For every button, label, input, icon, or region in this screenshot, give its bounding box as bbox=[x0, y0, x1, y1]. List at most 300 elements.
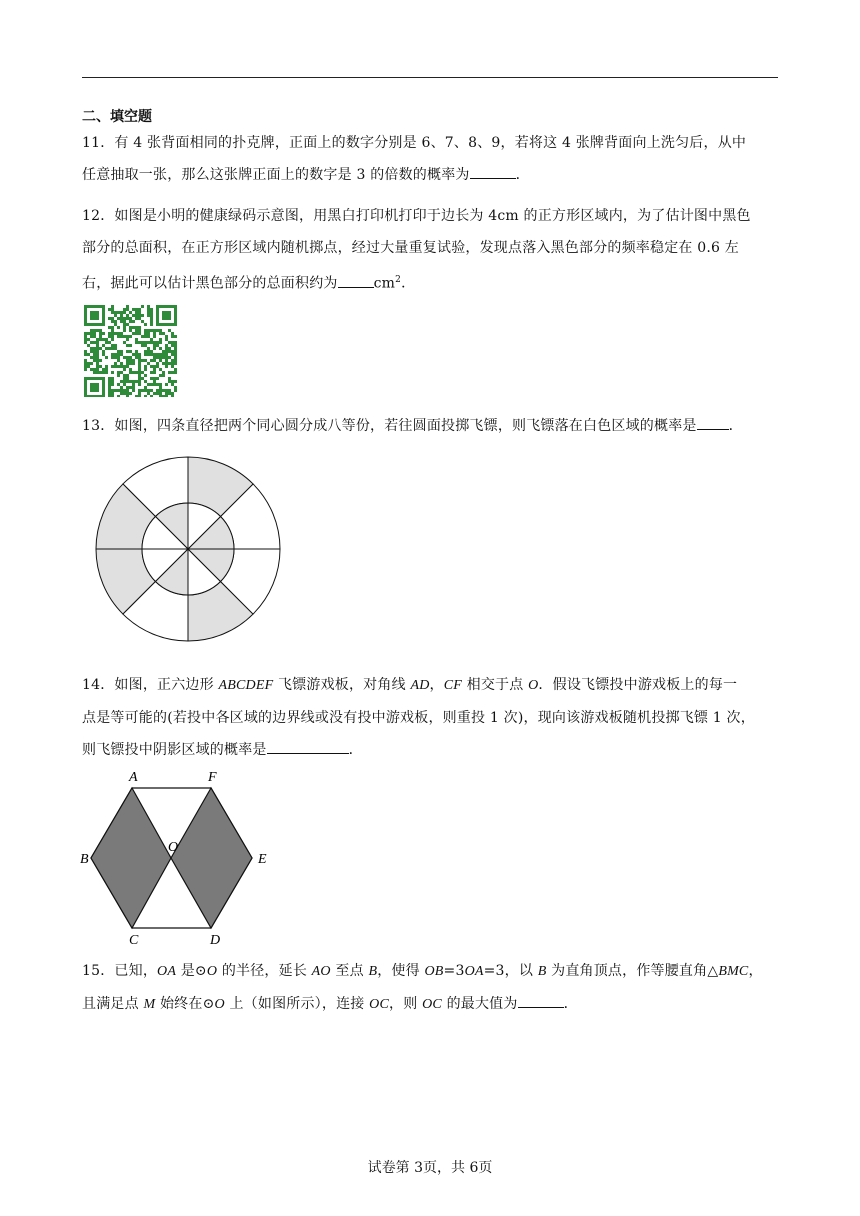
qr-module bbox=[105, 341, 108, 344]
qr-module bbox=[153, 344, 156, 347]
qr-module bbox=[120, 314, 123, 317]
q15-v: OC bbox=[422, 997, 442, 1012]
qr-module bbox=[135, 332, 138, 335]
qr-module bbox=[150, 323, 153, 326]
qr-module bbox=[120, 320, 123, 323]
qr-module bbox=[141, 389, 144, 392]
qr-module bbox=[138, 311, 141, 314]
qr-module bbox=[144, 341, 147, 344]
qr-module bbox=[156, 377, 159, 380]
qr-module bbox=[90, 341, 93, 344]
qr-module bbox=[171, 341, 174, 344]
qr-module bbox=[162, 389, 165, 392]
qr-module bbox=[141, 377, 144, 380]
qr-module bbox=[153, 377, 156, 380]
q12-text: 右，据此可以估计黑色部分的总面积约为 bbox=[82, 275, 338, 292]
qr-module bbox=[150, 329, 153, 332]
qr-module bbox=[126, 389, 129, 392]
qr-module bbox=[144, 329, 147, 332]
qr-module bbox=[93, 332, 96, 335]
q15-t: 始终在⊙ bbox=[155, 996, 215, 1012]
qr-module bbox=[159, 341, 162, 344]
qr-module bbox=[150, 359, 153, 362]
answer-blank bbox=[470, 164, 516, 179]
qr-module bbox=[87, 353, 90, 356]
q14-hexagon-name: ABCDEF bbox=[218, 678, 274, 693]
qr-module bbox=[171, 332, 174, 335]
qr-module bbox=[117, 371, 120, 374]
qr-module bbox=[144, 386, 147, 389]
qr-module bbox=[171, 371, 174, 374]
qr-module bbox=[153, 380, 156, 383]
qr-module bbox=[138, 359, 141, 362]
qr-module bbox=[138, 377, 141, 380]
qr-module bbox=[123, 326, 126, 329]
qr-module bbox=[126, 386, 129, 389]
qr-module bbox=[174, 371, 177, 374]
qr-module bbox=[147, 311, 150, 314]
qr-module bbox=[147, 308, 150, 311]
q15-v: OB bbox=[424, 964, 444, 979]
qr-module bbox=[96, 350, 99, 353]
qr-module bbox=[126, 362, 129, 365]
qr-module bbox=[126, 365, 129, 368]
qr-module bbox=[165, 365, 168, 368]
qr-module bbox=[144, 365, 147, 368]
qr-module bbox=[159, 329, 162, 332]
qr-module bbox=[111, 353, 114, 356]
qr-module bbox=[108, 308, 111, 311]
qr-module bbox=[168, 362, 171, 365]
qr-module bbox=[150, 341, 153, 344]
qr-module bbox=[84, 338, 87, 341]
qr-module bbox=[114, 362, 117, 365]
q15-v: M bbox=[143, 997, 156, 1012]
qr-module bbox=[93, 347, 96, 350]
qr-module bbox=[135, 308, 138, 311]
qr-module bbox=[150, 389, 153, 392]
qr-module bbox=[138, 353, 141, 356]
qr-module bbox=[168, 350, 171, 353]
qr-module bbox=[108, 392, 111, 395]
qr-module bbox=[141, 320, 144, 323]
qr-module bbox=[165, 359, 168, 362]
qr-module bbox=[123, 383, 126, 386]
label-O: O bbox=[168, 840, 179, 855]
health-code-qr-image bbox=[83, 305, 178, 397]
qr-module bbox=[162, 362, 165, 365]
qr-module bbox=[174, 347, 177, 350]
qr-module bbox=[84, 362, 87, 365]
qr-module bbox=[156, 344, 159, 347]
qr-module bbox=[150, 371, 153, 374]
qr-module bbox=[114, 311, 117, 314]
qr-module bbox=[90, 311, 99, 320]
qr-module bbox=[153, 332, 156, 335]
section-heading: 二、填空题 bbox=[82, 109, 152, 125]
q15-line2 bbox=[82, 988, 782, 1021]
qr-module bbox=[117, 353, 120, 356]
qr-module bbox=[162, 311, 171, 320]
qr-module bbox=[105, 365, 108, 368]
q15-v: BMC bbox=[718, 964, 749, 979]
q12-unit: cm bbox=[373, 275, 396, 292]
qr-module bbox=[156, 353, 159, 356]
qr-module bbox=[132, 362, 135, 365]
qr-module bbox=[168, 380, 171, 383]
qr-module bbox=[129, 371, 132, 374]
qr-module bbox=[123, 392, 126, 395]
q11-text: 任意抽取一张，那么这张牌正面上的数字是 3 的倍数的概率为 bbox=[82, 167, 470, 183]
qr-module bbox=[96, 356, 99, 359]
qr-module bbox=[138, 314, 141, 317]
qr-module bbox=[138, 341, 141, 344]
qr-module bbox=[120, 332, 123, 335]
qr-module bbox=[159, 359, 162, 362]
qr-module bbox=[138, 380, 141, 383]
qr-module bbox=[135, 326, 138, 329]
qr-module bbox=[153, 359, 156, 362]
qr-module bbox=[111, 326, 114, 329]
qr-module bbox=[153, 341, 156, 344]
q15-t: ， bbox=[748, 963, 763, 979]
qr-module bbox=[111, 392, 114, 395]
qr-module bbox=[153, 329, 156, 332]
qr-module bbox=[114, 347, 117, 350]
qr-module bbox=[174, 368, 177, 371]
qr-module bbox=[93, 359, 96, 362]
qr-module bbox=[132, 389, 135, 392]
qr-module bbox=[147, 350, 150, 353]
qr-module bbox=[102, 350, 105, 353]
qr-module bbox=[96, 341, 99, 344]
qr-module bbox=[123, 356, 126, 359]
question-14 bbox=[82, 669, 782, 766]
qr-module bbox=[93, 341, 96, 344]
qr-module bbox=[150, 383, 153, 386]
qr-module bbox=[123, 317, 126, 320]
q15-v: O bbox=[206, 964, 218, 979]
qr-module bbox=[150, 353, 153, 356]
qr-module bbox=[96, 344, 99, 347]
q15-t: 是⊙ bbox=[176, 963, 207, 979]
qr-module bbox=[129, 326, 132, 329]
qr-module bbox=[174, 389, 177, 392]
qr-module bbox=[84, 353, 87, 356]
qr-module bbox=[123, 377, 126, 380]
qr-module bbox=[111, 308, 114, 311]
qr-module bbox=[171, 362, 174, 365]
qr-module bbox=[105, 338, 108, 341]
qr-module bbox=[90, 332, 93, 335]
qr-module bbox=[147, 332, 150, 335]
q15-t: ，使得 bbox=[377, 963, 425, 979]
qr-module bbox=[159, 389, 162, 392]
qr-module bbox=[150, 395, 153, 397]
qr-module bbox=[159, 392, 162, 395]
qr-module bbox=[141, 305, 144, 308]
q14-o: O bbox=[528, 678, 539, 693]
qr-module bbox=[129, 344, 132, 347]
qr-module bbox=[90, 356, 93, 359]
qr-module bbox=[129, 380, 132, 383]
qr-module bbox=[93, 335, 96, 338]
q15-t: ，则 bbox=[389, 996, 423, 1012]
qr-module bbox=[114, 332, 117, 335]
qr-module bbox=[150, 350, 153, 353]
qr-module bbox=[126, 356, 129, 359]
answer-blank bbox=[697, 415, 729, 430]
qr-module bbox=[147, 314, 150, 317]
qr-module bbox=[159, 368, 162, 371]
q12-line3 bbox=[82, 264, 782, 300]
qr-module bbox=[99, 335, 102, 338]
qr-module bbox=[138, 365, 141, 368]
q15-v: OC bbox=[369, 997, 389, 1012]
concentric-circle-figure bbox=[95, 456, 281, 642]
qr-module bbox=[165, 338, 168, 341]
qr-module bbox=[105, 347, 108, 350]
qr-module bbox=[102, 344, 105, 347]
qr-module bbox=[108, 341, 111, 344]
qr-module bbox=[144, 395, 147, 397]
qr-module bbox=[123, 389, 126, 392]
qr-module bbox=[150, 365, 153, 368]
qr-module bbox=[165, 356, 168, 359]
qr-module bbox=[90, 362, 93, 365]
qr-module bbox=[171, 353, 174, 356]
qr-module bbox=[120, 386, 123, 389]
question-15 bbox=[82, 955, 782, 1021]
answer-blank bbox=[338, 273, 374, 288]
qr-module bbox=[129, 386, 132, 389]
qr-module bbox=[126, 374, 129, 377]
qr-module bbox=[84, 350, 87, 353]
qr-module bbox=[144, 350, 147, 353]
qr-module bbox=[138, 308, 141, 311]
qr-module bbox=[96, 365, 99, 368]
label-F: F bbox=[208, 770, 217, 785]
qr-module bbox=[120, 335, 123, 338]
qr-module bbox=[138, 395, 141, 397]
qr-module bbox=[144, 389, 147, 392]
qr-module bbox=[138, 356, 141, 359]
q15-t: 15．已知， bbox=[82, 963, 158, 979]
q15-v: B bbox=[368, 964, 378, 979]
qr-module bbox=[150, 308, 153, 311]
qr-module bbox=[159, 374, 162, 377]
qr-module bbox=[138, 392, 141, 395]
qr-module bbox=[165, 389, 168, 392]
qr-module bbox=[123, 323, 126, 326]
qr-module bbox=[132, 320, 135, 323]
qr-module bbox=[87, 344, 90, 347]
qr-module bbox=[165, 335, 168, 338]
qr-module bbox=[108, 383, 111, 386]
qr-module bbox=[141, 359, 144, 362]
qr-module bbox=[129, 335, 132, 338]
qr-module bbox=[129, 359, 132, 362]
qr-module bbox=[150, 314, 153, 317]
qr-module bbox=[153, 353, 156, 356]
answer-blank bbox=[267, 739, 349, 754]
qr-module bbox=[96, 329, 99, 332]
qr-module bbox=[96, 368, 99, 371]
qr-module bbox=[120, 353, 123, 356]
qr-module bbox=[165, 347, 168, 350]
qr-module bbox=[126, 308, 129, 311]
qr-module bbox=[126, 359, 129, 362]
qr-module bbox=[168, 347, 171, 350]
qr-module bbox=[105, 371, 108, 374]
label-C: C bbox=[129, 933, 139, 948]
label-A: A bbox=[129, 770, 138, 785]
qr-module bbox=[108, 317, 111, 320]
qr-module bbox=[99, 338, 102, 341]
q14-end: ． bbox=[348, 742, 363, 758]
qr-module bbox=[90, 329, 93, 332]
qr-module bbox=[162, 395, 165, 397]
q12-unit-sup: 2 bbox=[395, 275, 402, 285]
qr-module bbox=[114, 353, 117, 356]
qr-module bbox=[174, 356, 177, 359]
qr-module bbox=[126, 392, 129, 395]
qr-module bbox=[162, 350, 165, 353]
qr-module bbox=[129, 362, 132, 365]
qr-module bbox=[117, 383, 120, 386]
qr-module bbox=[156, 362, 159, 365]
qr-module bbox=[153, 347, 156, 350]
qr-module bbox=[135, 341, 138, 344]
q14-t1: 14．如图，正六边形 bbox=[82, 677, 219, 693]
qr-module bbox=[129, 329, 132, 332]
qr-module bbox=[168, 329, 171, 332]
qr-module bbox=[129, 350, 132, 353]
q14-line3 bbox=[82, 734, 782, 766]
qr-module bbox=[105, 368, 108, 371]
qr-module bbox=[174, 344, 177, 347]
qr-module bbox=[96, 353, 99, 356]
q14-t4: 相交于点 bbox=[462, 677, 529, 693]
qr-module bbox=[144, 359, 147, 362]
qr-module bbox=[174, 353, 177, 356]
qr-module bbox=[126, 323, 129, 326]
qr-module bbox=[129, 356, 132, 359]
qr-module bbox=[132, 386, 135, 389]
qr-module bbox=[126, 344, 129, 347]
qr-module bbox=[90, 350, 93, 353]
qr-module bbox=[96, 338, 99, 341]
qr-module bbox=[129, 320, 132, 323]
qr-module bbox=[150, 377, 153, 380]
qr-module bbox=[90, 335, 93, 338]
qr-module bbox=[111, 332, 114, 335]
qr-module bbox=[129, 311, 132, 314]
qr-module bbox=[147, 353, 150, 356]
qr-module bbox=[129, 317, 132, 320]
qr-module bbox=[111, 338, 114, 341]
qr-module bbox=[96, 359, 99, 362]
qr-module bbox=[120, 311, 123, 314]
qr-module bbox=[111, 344, 114, 347]
qr-module bbox=[159, 356, 162, 359]
qr-module bbox=[102, 332, 105, 335]
qr-module bbox=[141, 314, 144, 317]
qr-module bbox=[114, 356, 117, 359]
qr-module bbox=[147, 347, 150, 350]
q14-line1 bbox=[82, 669, 782, 702]
qr-module bbox=[168, 389, 171, 392]
qr-module bbox=[153, 392, 156, 395]
qr-module bbox=[147, 362, 150, 365]
qr-module bbox=[108, 377, 111, 380]
qr-module bbox=[132, 383, 135, 386]
qr-module bbox=[147, 389, 150, 392]
q15-t: 上（如图所示），连接 bbox=[224, 996, 370, 1012]
qr-module bbox=[99, 365, 102, 368]
qr-module bbox=[96, 362, 99, 365]
qr-module bbox=[120, 365, 123, 368]
qr-module bbox=[99, 359, 102, 362]
qr-module bbox=[144, 332, 147, 335]
qr-module bbox=[168, 392, 171, 395]
qr-module bbox=[99, 332, 102, 335]
qr-module bbox=[108, 347, 111, 350]
q13-line1 bbox=[82, 410, 782, 442]
qr-module bbox=[126, 317, 129, 320]
qr-module bbox=[135, 380, 138, 383]
qr-module bbox=[123, 374, 126, 377]
qr-module bbox=[141, 371, 144, 374]
qr-module bbox=[108, 326, 111, 329]
qr-module bbox=[162, 374, 165, 377]
q11-line1: 11．有 4 张背面相同的扑克牌，正面上的数字分别是 6、7、8、9，若将这 4 张牌背面向上洗匀后，从中 bbox=[82, 135, 747, 151]
q14-t3: ， bbox=[429, 677, 444, 693]
qr-module bbox=[126, 395, 129, 397]
qr-module bbox=[168, 371, 171, 374]
qr-module bbox=[171, 383, 174, 386]
qr-module bbox=[147, 383, 150, 386]
label-D: D bbox=[210, 933, 221, 948]
qr-module bbox=[114, 389, 117, 392]
qr-module bbox=[102, 353, 105, 356]
qr-module bbox=[93, 371, 96, 374]
qr-module bbox=[174, 335, 177, 338]
qr-module bbox=[171, 350, 174, 353]
q15-t: 至点 bbox=[330, 963, 369, 979]
qr-module bbox=[123, 311, 126, 314]
qr-module bbox=[135, 329, 138, 332]
q15-t: =3，以 bbox=[483, 963, 538, 979]
qr-module bbox=[171, 392, 174, 395]
qr-module bbox=[159, 386, 162, 389]
qr-module bbox=[165, 344, 168, 347]
qr-module bbox=[111, 383, 114, 386]
qr-module bbox=[117, 332, 120, 335]
qr-module bbox=[165, 362, 168, 365]
qr-module bbox=[90, 383, 99, 392]
qr-module bbox=[138, 329, 141, 332]
qr-module bbox=[108, 386, 111, 389]
qr-module bbox=[135, 317, 138, 320]
qr-module bbox=[132, 332, 135, 335]
qr-module bbox=[111, 356, 114, 359]
qr-module bbox=[135, 314, 138, 317]
q14-line2: 点是等可能的(若投中各区域的边界线或没有投中游戏板，则重投 1 次)，现向该游戏板随机投掷飞镖 1 次， bbox=[82, 710, 755, 726]
qr-module bbox=[132, 353, 135, 356]
qr-module bbox=[162, 332, 165, 335]
qr-module bbox=[108, 332, 111, 335]
